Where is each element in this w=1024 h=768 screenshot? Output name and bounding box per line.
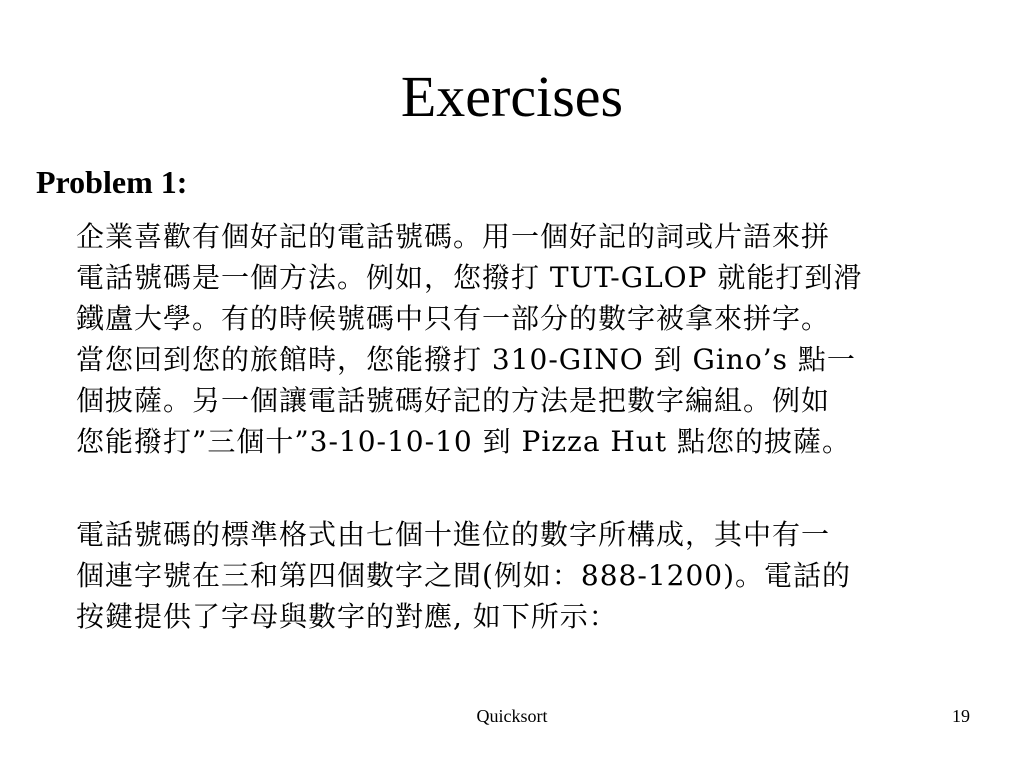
footer-title: Quicksort bbox=[476, 706, 548, 726]
paragraph-2: 電話號碼的標準格式由七個十進位的數字所構成，其中有一 個連字號在三和第四個數字之間(例如：888-1200)。電話的 按鍵提供了字母與數字的對應, 如下所示： bbox=[76, 518, 852, 633]
page-number: 19 bbox=[952, 706, 970, 726]
paragraph-1: 企業喜歡有個好記的電話號碼。用一個好記的詞或片語來拼 電話號碼是一個方法。例如，您撥打 TUT-GLOP 就能打到滑 鐵盧大學。有的時候號碼中只有一部分的數字被拿來拼字。 當您回到您的旅館時，您能撥打 310-GINO 到 Gino’s 點一 個披薩。另一個讓電話號碼好記的方法是把數字編組。例如 您能撥打”三個十”3-10-10-10 到 Pizza Hut 點您的披薩。 bbox=[76, 220, 863, 458]
slide-title: Exercises bbox=[400, 64, 624, 129]
problem-heading: Problem 1: bbox=[36, 164, 188, 200]
